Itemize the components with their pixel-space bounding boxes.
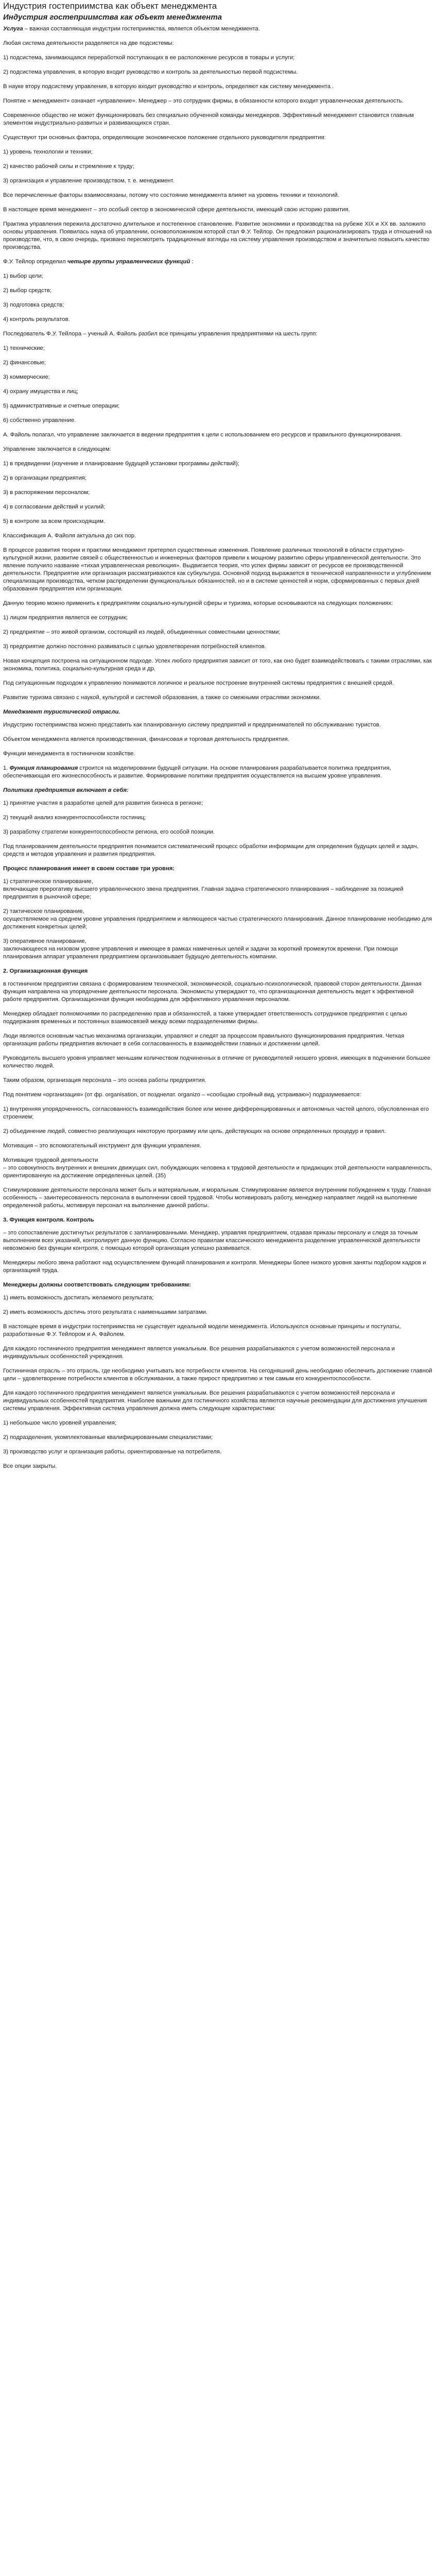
paragraph: Понятие « менеджмент» означает «управление». Менеджер – это сотрудник фирмы, в обязанности которого входит управленческая деятельность. [3,98,404,104]
paragraph: Под планированием деятельности предприятия понимается систематический процесс обработки информации для определения будущих целей и задач, средств и методов управления и развития предприятия. [3,843,418,857]
paragraph: 3) производство услуг и организация работы, ориентированные на потребителя. [3,1449,222,1455]
paragraph: Под понятием «организация» (от фр. organisation, от позднелат. organizo – «сообщаю стройный вид, устраиваю») подразумевается: [3,1092,361,1098]
paragraph: Развитие туризма связано с наукой, культурой и системой образования, а также со смежными отраслями экономики. [3,694,321,701]
paragraph: Индустрию гостеприимства можно представить как планированную систему предприятий и предпринимателей по обслуживанию туристов. [3,722,381,728]
paragraph: Гостиничная отрасль – это отрасль, где необходимо учитывать все потребности клиентов. На сегодняшний день необходимо обеспечить достижение главной цели – удовлетворение потребности клиентов в обслуживании, а также прирост предприятию и тем самым его конкурентоспособности. [3,1368,432,1382]
paragraph: 1) принятие участия в разработке целей для развития бизнеса в регионе; [3,800,203,806]
paragraph: 1) подсистема, занимающаяся переработкой поступающих в ее расположение ресурсов в товары и услуги; [3,55,295,61]
paragraph: в гостиничном предприятии связана с формированием технической, экономической, социально-психологической, правовой сторон деятельности. Данная функция направлена на упорядочение деятельности персонала. Экономисты утверждают то, что организационная деятельность ведет к эффективной работе предприятия. Организационная функция необходима для эффективного управления персоналом. [3,981,422,1003]
paragraph: Последователь Ф.У. Тейлора – ученый А. Файоль разбил все принципы управления предприятиями на шесть групп: [3,331,318,337]
paragraph: 4) охрану имущества и лиц; [3,388,78,395]
paragraph: 6) собственно управление. [3,417,76,423]
paragraph: 3) подготовка средств; [3,302,64,308]
paragraph: Руководитель высшего уровня управляет меньшим количеством подчиненных в отличие от руководителей низшего уровня, имеющих в подчинении большее количество людей. [3,1055,431,1069]
paragraph: 2) иметь возможность достичь этого результата с наименьшими затратами. [3,1309,208,1315]
section-heading: Процесс планирования имеет в своем составе три уровня: [3,866,175,872]
section-heading: 2. Организационная функция [3,968,88,974]
paragraph: Для каждого гостиничного предприятия менеджмент является уникальным. Все решения разрабатываются с учетом возможностей персонала и индивидуальных особенностей учреждения. [3,1346,395,1360]
paragraph: Мотивация трудовой деятельности – это совокупность внутренних и внешних движущих сил, побуждающих человека к трудовой деятельности и придающих этой деятельности направленность, ориентированную на достижение определенных целей. (35) [3,1157,432,1179]
paragraph: 2) текущий анализ конкурентоспособности гостиниц; [3,815,146,821]
paragraph: В настоящее время в индустрии гостеприимства не существует идеальной модели менеджмента. Используются основные принципы и постулаты, разработанные Ф.У. Тейлором и А. Файолем. [3,1324,401,1337]
section-heading: Менеджеры должны соответствовать следующим требованиям: [3,1282,191,1288]
paragraph: 2) качество рабочей силы и стремление к труду; [3,163,134,170]
page-title: Индустрия гостеприимства как объект менеджмента [3,1,217,11]
emphasis-text: четыре группы управленческих функций [67,259,190,265]
paragraph: 2) объединение людей, совместно реализующих некоторую программу или цель, действующих на основе определенных процедур и правил. [3,1128,386,1134]
paragraph: Все опции закрыты. [3,1463,57,1469]
paragraph: – это сопоставление достигнутых результатов с запланированными. Менеджер, управляя предприятием, отдавая приказы персоналу и следя за точным выполнением всех указаний, контролирует данную функцию. Согласно правилам классического менеджмента разделение управленческой деятельности невозможно без функции контроля, с помощью которой организация успешно развивается. [3,1230,421,1251]
paragraph-text: : [190,259,194,265]
paragraph-text: 1. [3,765,10,771]
section-heading: 3. Функция контроля. Контроль [3,1217,94,1223]
paragraph: Для каждого гостиничного предприятия менеджмент является уникальным. Все решения разрабатываются с учетом возможностей персонала и индивидуальных особенностей предприятия. Наиболее важными для гостиничного хозяйства являются научные рекомендации для достижения улучшения системы управления. Эффективная система управления должна иметь следующие характеристики: [3,1390,427,1412]
paragraph: Существуют три основных фактора, определяющие экономическое положение отдельного руководителя предприятия: [3,134,326,141]
paragraph: Современное общество не может функционировать без специально обученной команды менеджеров. Эффективный менеджмент становится главным элементом индустриально-развитых и развивающихся стран. [3,112,414,126]
paragraph: Все перечисленные факторы взаимосвязаны, потому что состояние менеджмента влияет на уровень техники и технологий. [3,192,339,198]
paragraph: 4) контроль результатов. [3,316,70,323]
paragraph: 3) коммерческие; [3,374,50,380]
paragraph: 2) выбор средств; [3,287,51,294]
paragraph: 3) оперативное планирование, заключающееся на низовом уровне управления и имеющее в рамках намеченных целей и задачи за короткий промежуток времени. При помощи планирования аппарат управления предприятием организовывает будущую деятельность компании. [3,938,398,960]
paragraph: 5) в контроле за всем происходящим. [3,518,106,524]
paragraph: Менеджеры любого звена работают над осуществлением функций планирования и контроля. Менеджеры более низкого уровня заняты подбором кадров и организацией труда. [3,1260,426,1274]
lede-text: – важная составляющая индустрии гостеприимства, является объектом менеджмента. [23,26,260,32]
paragraph-with-emphasis [3,765,433,780]
section-heading: Политика предприятия включает в себя: [3,787,129,793]
paragraph: 1) иметь возможность достигать желаемого результата; [3,1295,154,1301]
paragraph: В процессе развития теории и практики менеджмент претерпел существенные изменения. Появление различных технологий в области структурно-культурной жизни, развитие связей с общественностью и инженерных факторов привели к мощному развитию сферы управленческой деятельности. Это явление получило название «тихая управленческая революция». Выдвигается теория, что успех фирмы зависит от ресурсов ее производственной деятельности. Предприятие или организация рассматриваются как субкультура. Основной подход выражается в технической направленности и углублением специализации производства, четком распределении функциональных обязанностей, но и в системе ценностей и норм, сформированных с первых дней образования предприятия или организации. [3,547,431,592]
paragraph: В науке втору подсистему управления, в которую входит руководство и контроль, определяют как систему менеджмента . [3,83,334,90]
paragraph-text: строится на моделировании будущей ситуации. На основе планирования разрабатывается политика предприятия, обеспечивающая его жизнеспособность и развитие. Формирование политики предприятия осуществляется на высшем уровне управления. [3,765,391,779]
paragraph: 1) внутренняя упорядоченность, согласованность взаимодействия более или менее дифференцированных и автономных частей целого, обусловленная его строением; [3,1106,429,1120]
paragraph: 3) разработку стратегии конкурентоспособности региона, его особой позиции. [3,829,215,835]
paragraph: Люди являются основным частью механизма организации, управляют и следят за процессом правильного функционирования предприятия. Четкая организация работы предприятия включает в себя согласованность в взаимодействии главных и достижении целей. [3,1033,405,1047]
paragraph: 2) в организации предприятия; [3,475,86,481]
paragraph: Новая концепция построена на ситуационном подходе. Успех любого предприятия зависит от того, как оно будет взаимодействовать с такими отраслями, как экономика, политика, социально-культурная среда и др. [3,658,432,672]
paragraph: Таким образом, организация персонала – это основа работы предприятия. [3,1077,206,1083]
paragraph: 4) в согласовании действий и усилий; [3,504,106,510]
paragraph: 2) тактическое планирование, осуществляемое на среднем уровне управления предприятием и являющееся частью стратегического планирования. Данное планирование необходимо для достижения конкретных целей; [3,908,432,930]
paragraph: Под ситуационным подходом к управлению понимаются логичное и реальное построение внутренней системы предприятия с внешней средой. [3,680,394,686]
section-heading: Менеджмент туристической отрасли. [3,709,120,715]
paragraph: 1) технические; [3,345,45,351]
emphasis-text: Функция планирования [9,765,78,771]
paragraph: Данную теорию можно применить к предприятиям социально-культурной сферы и туризма, которые основываются на следующих положениях: [3,600,393,606]
paragraph: 1) выбор цели; [3,273,43,279]
paragraph: 1) стратегическое планирование, включающее прерогативу высшего управленческого звена предприятия. Главная задача стратегического планирования – наблюдение за позицией предприятия в рыночной сфере; [3,878,404,900]
paragraph: 1) небольшое число уровней управления; [3,1420,117,1426]
lede-paragraph [3,25,433,33]
paragraph: Менеджер обладает полномочиями по распределению прав и обязанностей, а также утверждает ответственность сотрудников предприятия с целью поддержания временных и постоянных взаимосвязей между всеми подразделениями фирмы. [3,1011,407,1025]
paragraph: 2) подсистема управления, в которую входит руководство и контроль за деятельностью первой подсистемы. [3,69,298,75]
article-body [3,40,433,1470]
paragraph: Функции менеджмента в гостиничном хозяйстве. [3,751,135,757]
page-subtitle: Индустрия гостеприимства как объект менеджмента [3,13,222,22]
paragraph: Управление заключается в следующем: [3,446,111,452]
paragraph: 5) административные и счетные операции; [3,403,120,409]
paragraph: Мотивация – это вспомогательный инструмент для функции управления. [3,1143,201,1149]
paragraph: Практика управления пережила достаточно длительное и постепенное становление. Развитие экономики и производства на рубеже XIX и XX вв. заложило основы управления. Появилась наука об управлении, основоположником которой стал Ф.У. Тейлор. Он предложил рационализировать труда и отношений на производстве, что, в свою очередь, призвано пересмотреть традиционные взгляды на систему управления производством и значительно повысить качество производства. [3,221,432,250]
paragraph: 1) в предвидении (изучение и планирование будущей установки программы действий); [3,461,239,467]
paragraph: Объектом менеджмента является производственная, финансовая и торговая деятельность предприятия. [3,736,289,742]
paragraph-with-emphasis [3,258,433,266]
paragraph: 3) предприятие должно постоянно развиваться с целью удовлетворения потребностей клиентов. [3,643,266,650]
paragraph: 2) финансовые; [3,360,46,366]
paragraph: 1) лицом предприятия является ее сотрудник; [3,615,128,621]
paragraph: Любая система деятельности разделяется на две подсистемы: [3,40,174,46]
paragraph: 2) предприятие – это живой организм, состоящий из людей, объединенных совместными ценностями; [3,629,281,635]
paragraph: 2) подразделения, укомплектованные квалифицированными специалистами; [3,1434,213,1440]
paragraph: 3) в распоряжении персоналом; [3,489,90,496]
paragraph-text: Ф.У. Тейлор определил [3,259,67,265]
paragraph: А. Файоль полагал, что управление заключается в ведении предприятия к цели с использованием его ресурсов и правильного функционирования. [3,432,402,438]
paragraph: В настоящее время менеджмент – это особый сектор в экономической сфере деятельности, имеющий свою историю развития. [3,207,350,213]
paragraph: 1) уровень технологии и техники; [3,149,93,155]
lede-term: Услуга [3,26,23,32]
paragraph: Классификация А. Файоля актуальна до сих пор. [3,533,136,539]
paragraph: Стимулирование деятельности персонала может быть и материальным, и моральным. Стимулирование является внутренним побуждением к труду. Главная особенность – заинтересованность персонала в выполнении своей трудовой. Чтобы мотивировать работу, менеджер направляет людей на выполнение определенной работы, мотивируя персонал на выполнение данной работы. [3,1187,431,1209]
paragraph: 3) организация и управление производством, т. е. менеджмент. [3,178,175,184]
